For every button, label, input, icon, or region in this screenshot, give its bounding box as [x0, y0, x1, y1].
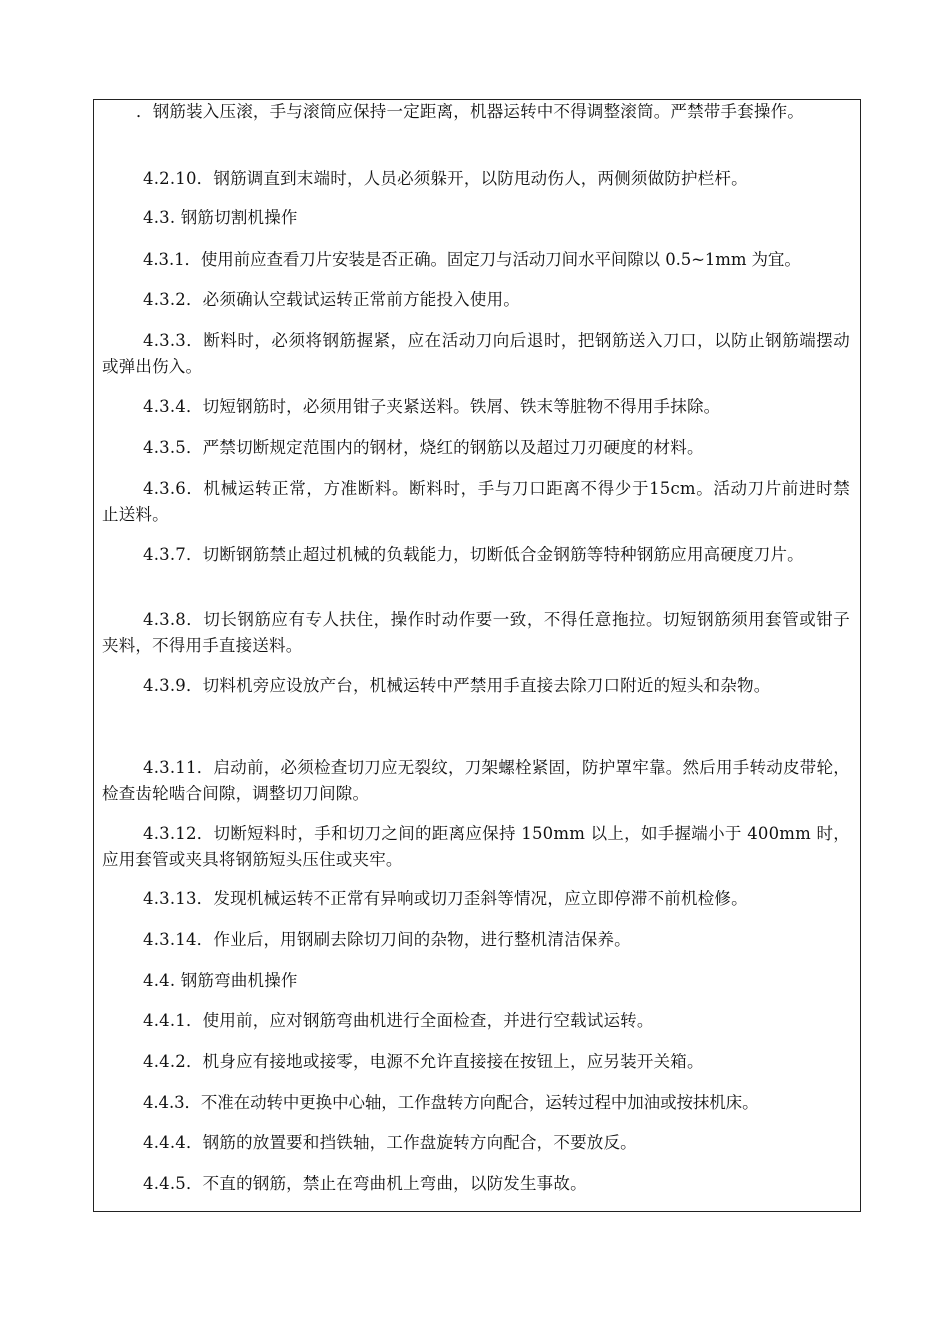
- paragraph-4-3-8: 4.3.8．切长钢筋应有专人扶住，操作时动作要一致，不得任意拖拉。切短钢筋须用套管或钳子夹料，不得用手直接送料。: [102, 610, 850, 655]
- paragraph-4-3-4: 4.3.4．切短钢筋时，必须用钳子夹紧送料。铁屑、铁末等脏物不得用手抹除。: [143, 397, 721, 416]
- paragraph-4-4-3: 4.4.3．不准在动转中更换中心轴，工作盘转方向配合，运转过程中加油或按抹机床。: [143, 1093, 759, 1112]
- section-heading-4-4: 4.4. 钢筋弯曲机操作: [143, 971, 298, 990]
- paragraph-4-3-13: 4.3.13．发现机械运转不正常有异响或切刀歪斜等情况，应立即停滞不前机检修。: [143, 889, 748, 908]
- paragraph-4-3-6: 4.3.6．机械运转正常，方准断料。断料时，手与刀口距离不得少于15cm。活动刀片前进时禁止送料。: [102, 479, 850, 524]
- paragraph-4-3-14: 4.3.14．作业后，用钢刷去除切刀间的杂物，进行整机清洁保养。: [143, 930, 631, 949]
- paragraph-4-3-1: 4.3.1．使用前应查看刀片安装是否正确。固定刀与活动刀间水平间隙以 0.5~1mm 为宜。: [143, 250, 801, 269]
- section-heading-4-3: 4.3. 钢筋切割机操作: [143, 208, 298, 227]
- paragraph-4-4-1: 4.4.1．使用前，应对钢筋弯曲机进行全面检查，并进行空载试运转。: [143, 1011, 654, 1030]
- paragraph-4-3-2: 4.3.2．必须确认空载试运转正常前方能投入使用。: [143, 290, 520, 309]
- paragraph-4-4-4: 4.4.4．钢筋的放置要和挡铁轴，工作盘旋转方向配合，不要放反。: [143, 1133, 637, 1152]
- paragraph-4-3-9: 4.3.9．切料机旁应设放产台，机械运转中严禁用手直接去除刀口附近的短头和杂物。: [143, 676, 771, 695]
- paragraph-4-3-7: 4.3.7．切断钢筋禁止超过机械的负载能力，切断低合金钢筋等特种钢筋应用高硬度刀片。: [143, 545, 804, 564]
- document-frame: [93, 99, 861, 1212]
- paragraph-0: ．钢筋装入压滚，手与滚筒应保持一定距离，机器运转中不得调整滚筒。严禁带手套操作。: [136, 102, 804, 121]
- paragraph-4-3-11: 4.3.11．启动前，必须检查切刀应无裂纹，刀架螺栓紧固，防护罩牢靠。然后用手转动皮带轮，检查齿轮啮合间隙，调整切刀间隙。: [102, 758, 850, 803]
- paragraph-4-3-12: 4.3.12．切断短料时，手和切刀之间的距离应保持 150mm 以上，如手握端小于 400mm 时，应用套管或夹具将钢筋短头压住或夹牢。: [102, 824, 850, 869]
- paragraph-4-2-10: 4.2.10．钢筋调直到末端时，人员必须躲开，以防甩动伤人，两侧须做防护栏杆。: [143, 169, 748, 188]
- paragraph-4-4-2: 4.4.2．机身应有接地或接零，电源不允许直接接在按钮上，应另装开关箱。: [143, 1052, 704, 1071]
- paragraph-4-4-5: 4.4.5．不直的钢筋，禁止在弯曲机上弯曲，以防发生事故。: [143, 1174, 587, 1193]
- paragraph-4-3-5: 4.3.5．严禁切断规定范围内的钢材，烧红的钢筋以及超过刀刃硬度的材料。: [143, 438, 704, 457]
- paragraph-4-3-3: 4.3.3．断料时，必须将钢筋握紧，应在活动刀向后退时，把钢筋送入刀口，以防止钢筋端摆动或弹出伤入。: [102, 331, 850, 376]
